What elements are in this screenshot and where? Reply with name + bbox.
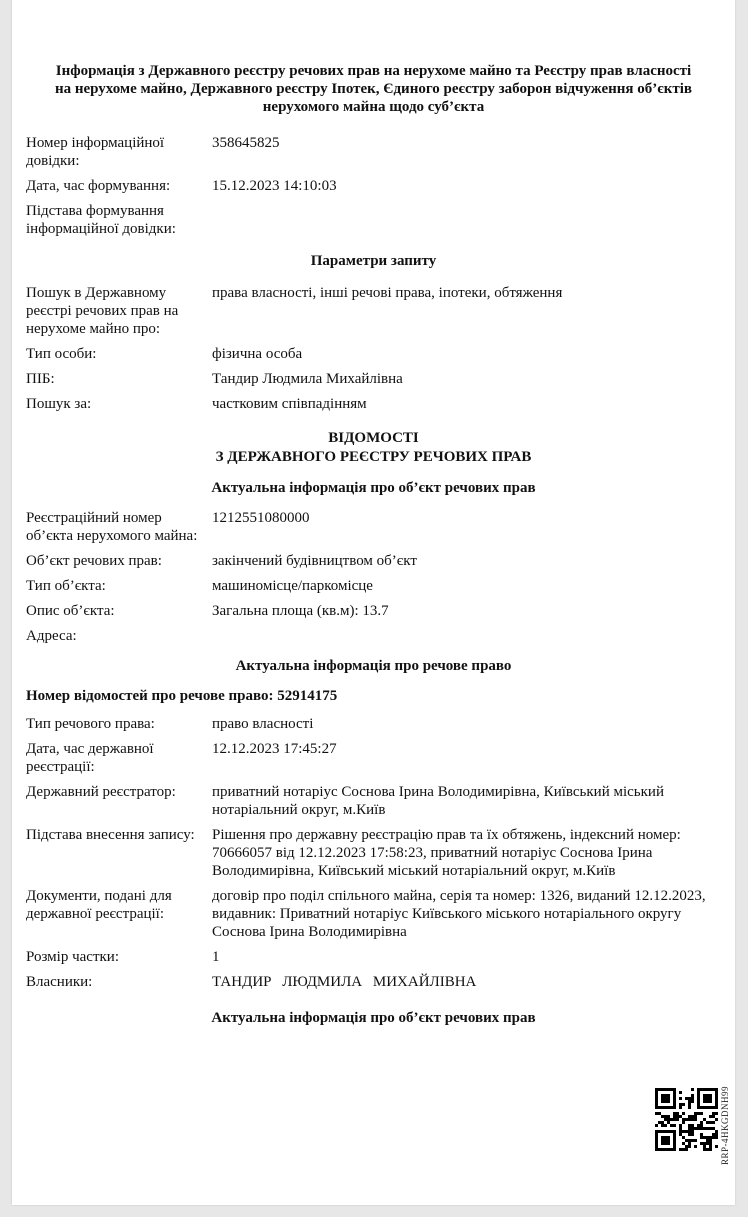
field-row bbox=[26, 395, 721, 413]
field-row bbox=[26, 370, 721, 388]
field-row bbox=[26, 948, 721, 966]
field-label: Державний реєстратор: bbox=[26, 784, 176, 800]
field-value: право власності bbox=[212, 716, 314, 732]
property-right-heading: Актуальна інформація про речове право bbox=[235, 658, 512, 674]
field-label: Пошук в Державному реєстрі речових прав на нерухоме майно про: bbox=[26, 285, 179, 337]
field-row bbox=[26, 740, 721, 776]
field-label: Дата, час формування: bbox=[26, 178, 171, 194]
field-row bbox=[26, 577, 721, 595]
field-label: Тип речового права: bbox=[26, 716, 155, 732]
property-right-section bbox=[26, 715, 721, 991]
field-value: договір про поділ спільного майна, серія та номер: 1326, виданий 12.12.2023, видавник: Приватний нотаріус Київського міського нотаріального округу Соснова Ірина Володимирівна bbox=[212, 888, 706, 940]
field-value: Загальна площа (кв.м): 13.7 bbox=[212, 603, 389, 619]
record-number-line: Номер відомостей про речове право: 52914175 bbox=[26, 688, 338, 704]
field-row bbox=[26, 887, 721, 941]
field-row bbox=[26, 783, 721, 819]
field-row bbox=[26, 284, 721, 338]
field-label: Номер інформаційної довідки: bbox=[26, 135, 165, 169]
field-value: частковим співпадінням bbox=[212, 396, 367, 412]
object-info-section bbox=[26, 509, 721, 645]
footer-object-info-heading: Актуальна інформація про об’єкт речових прав bbox=[211, 1010, 536, 1026]
field-value: 1212551080000 bbox=[212, 510, 310, 526]
field-value: приватний нотаріус Соснова Ірина Володимирівна, Київський міський нотаріальний округ, м.Київ bbox=[212, 784, 664, 818]
field-value: ТАНДИР ЛЮДМИЛА МИХАЙЛІВНА bbox=[212, 974, 477, 990]
field-row bbox=[26, 973, 721, 991]
field-label: Пошук за: bbox=[26, 396, 92, 412]
field-value: 1 bbox=[212, 949, 220, 965]
field-label: Тип об’єкта: bbox=[26, 578, 106, 594]
registry-info-heading bbox=[26, 429, 721, 467]
field-row bbox=[26, 509, 721, 545]
field-value: 15.12.2023 14:10:03 bbox=[212, 178, 337, 194]
field-label: Об’єкт речових прав: bbox=[26, 553, 162, 569]
query-params-section bbox=[26, 284, 721, 413]
query-params-heading: Параметри запиту bbox=[310, 253, 437, 269]
field-row bbox=[26, 602, 721, 620]
qr-block bbox=[655, 1085, 730, 1165]
field-label: Реєстраційний номер об’єкта нерухомого майна: bbox=[26, 510, 198, 544]
field-row bbox=[26, 826, 721, 880]
field-label: Дата, час державної реєстрації: bbox=[26, 741, 154, 775]
field-label: Документи, подані для державної реєстрації: bbox=[26, 888, 172, 922]
field-value: машиномісце/паркомісце bbox=[212, 578, 373, 594]
registry-info-heading-line2: З ДЕРЖАВНОГО РЕЄСТРУ РЕЧОВИХ ПРАВ bbox=[215, 449, 532, 465]
qr-code-label: RRP-4HKGDNH99 bbox=[720, 1085, 730, 1165]
meta-section bbox=[26, 134, 721, 238]
field-value: Рішення про державну реєстрацію прав та їх обтяжень, індексний номер: 70666057 від 12.12.2023 17:58:23, приватний нотаріус Соснова Ірина Володимирівна, Київський міський нотаріальний округ, м.Київ bbox=[212, 827, 681, 879]
qr-code-icon bbox=[655, 1088, 718, 1151]
field-value: 358645825 bbox=[212, 135, 280, 151]
field-label: Опис об’єкта: bbox=[26, 603, 115, 619]
object-info-heading: Актуальна інформація про об’єкт речових прав bbox=[211, 480, 536, 496]
registry-info-heading-line1: ВІДОМОСТІ bbox=[328, 430, 419, 446]
field-row bbox=[26, 202, 721, 238]
field-row bbox=[26, 134, 721, 170]
field-label: ПІБ: bbox=[26, 371, 55, 387]
field-row bbox=[26, 177, 721, 195]
field-label: Тип особи: bbox=[26, 346, 97, 362]
field-row bbox=[26, 627, 721, 645]
field-row bbox=[26, 552, 721, 570]
field-label: Власники: bbox=[26, 974, 93, 990]
field-row bbox=[26, 345, 721, 363]
field-label: Підстава формування інформаційної довідки: bbox=[26, 203, 176, 237]
field-value: закінчений будівництвом об’єкт bbox=[212, 553, 417, 569]
field-row bbox=[26, 715, 721, 733]
field-label: Розмір частки: bbox=[26, 949, 119, 965]
document-title: Інформація з Державного реєстру речових прав на нерухоме майно та Реєстру прав власності на нерухоме майно, Державного реєстру Іпотек, Єдиного реєстру заборон відчуження об’єктів нерухомого майна щодо суб’єкта bbox=[54, 63, 693, 115]
document-page bbox=[12, 0, 735, 1205]
field-value: права власності, інші речові права, іпотеки, обтяження bbox=[212, 285, 563, 301]
field-label: Підстава внесення запису: bbox=[26, 827, 195, 843]
field-value: 12.12.2023 17:45:27 bbox=[212, 741, 337, 757]
field-value: Тандир Людмила Михайлівна bbox=[212, 371, 403, 387]
field-value: фізична особа bbox=[212, 346, 303, 362]
field-label: Адреса: bbox=[26, 628, 77, 644]
